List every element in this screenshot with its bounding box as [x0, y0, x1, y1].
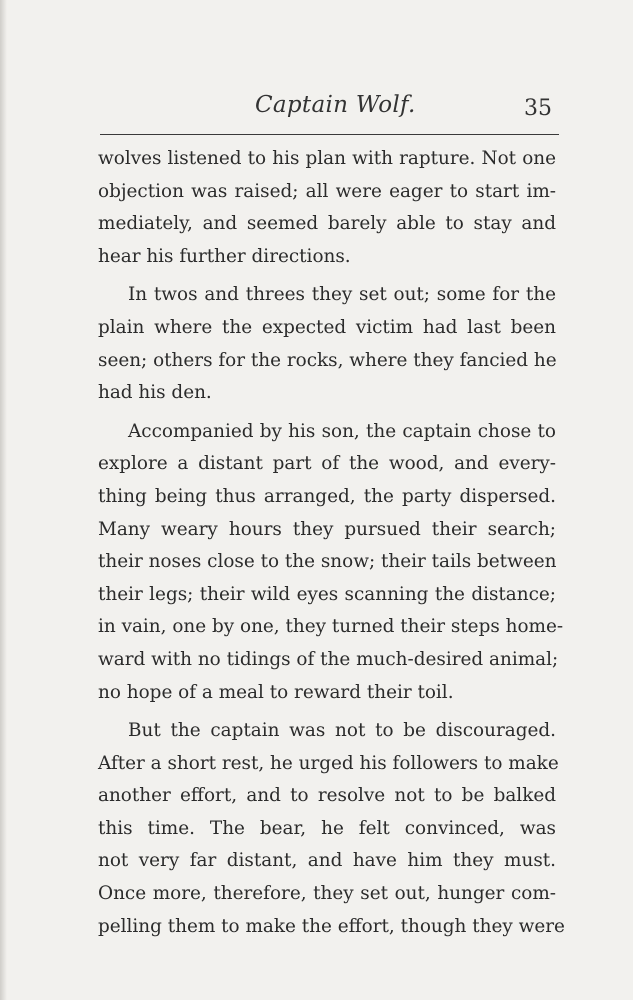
- text-line: their legs; their wild eyes scanning the distance;: [98, 583, 556, 605]
- text-line: But the captain was not to be discouraged.: [128, 720, 556, 742]
- page-binding-shadow: [0, 0, 7, 1000]
- text-line: their noses close to the snow; their tails between: [98, 551, 557, 573]
- text-line: ward with no tidings of the much-desired animal;: [98, 648, 559, 670]
- text-line: hear his further directions.: [98, 245, 351, 267]
- text-line: wolves listened to his plan with rapture. Not one: [98, 148, 556, 169]
- body-text: [98, 143, 565, 943]
- text-line: explore a distant part of the wood, and every-: [98, 453, 556, 475]
- text-line: seen; others for the rocks, where they fancied he: [98, 349, 557, 371]
- text-line: another effort, and to resolve not to be balked: [98, 785, 556, 807]
- text-line: objection was raised; all were eager to start im-: [98, 180, 556, 202]
- paragraph: [98, 416, 564, 709]
- running-head-title: Captain Wolf.: [255, 92, 416, 118]
- text-line: After a short rest, he urged his followers to make: [98, 752, 559, 774]
- text-line: mediately, and seemed barely able to stay and: [98, 213, 556, 235]
- text-line: not very far distant, and have him they must.: [98, 850, 556, 872]
- running-head: [100, 92, 560, 132]
- paragraph: [98, 279, 556, 409]
- text-line: plain where the expected victim had last been: [98, 316, 556, 338]
- paragraph: [98, 143, 556, 273]
- text-line: Many weary hours they pursued their search;: [98, 518, 556, 540]
- text-line: Once more, therefore, they set out, hunger com-: [98, 883, 556, 905]
- page-number: 35: [524, 96, 552, 121]
- text-line: had his den.: [98, 382, 212, 404]
- text-line: Accompanied by his son, the captain chose to: [128, 420, 556, 442]
- text-line: In twos and threes they set out; some for the: [128, 284, 556, 306]
- text-line: no hope of a meal to reward their toil.: [98, 681, 454, 703]
- text-line: thing being thus arranged, the party dispersed.: [98, 485, 556, 507]
- paragraph: [98, 715, 565, 943]
- text-line: in vain, one by one, they turned their steps home-: [98, 616, 564, 638]
- text-line: pelling them to make the effort, though they were: [98, 915, 565, 937]
- header-rule: [100, 134, 559, 135]
- text-line: this time. The bear, he felt convinced, was: [98, 817, 556, 839]
